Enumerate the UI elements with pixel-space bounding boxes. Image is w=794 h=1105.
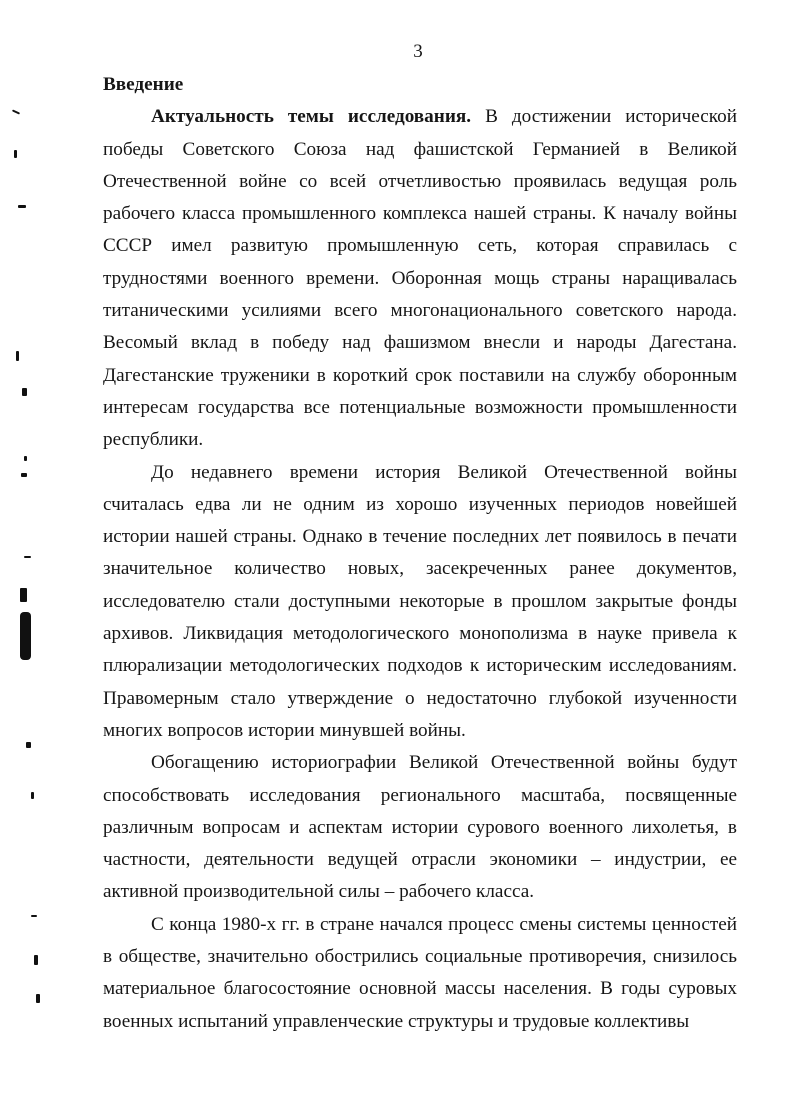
scan-mark bbox=[31, 915, 37, 917]
scan-mark bbox=[34, 955, 38, 965]
scan-mark bbox=[24, 556, 31, 558]
scan-mark bbox=[36, 994, 40, 1003]
scan-mark bbox=[21, 473, 27, 477]
scan-mark bbox=[26, 742, 31, 748]
scan-mark bbox=[31, 792, 34, 799]
scan-mark bbox=[16, 351, 19, 361]
scan-mark bbox=[18, 205, 26, 208]
paragraph-lead: Актуальность темы исследования. bbox=[151, 106, 472, 128]
paragraph-2: До недавнего времени история Великой Отечественной войны считалась едва ли не одним из хорошо изученных периодов новейшей истории нашей страны. Однако в течение последних лет появилось в печати значительное количество новых, засекреченных ранее документов, исследователю стали доступными некоторые в прошлом закрытые фонды архивов. Ликвидация методологического монополизма в науке привела к плюрализации методологических подходов к историческим исследованиям. Правомерным стало утверждение о недостаточно глубокой изученности многих вопросов истории минувшей войны. bbox=[103, 461, 737, 741]
scan-mark bbox=[20, 612, 31, 660]
section-heading: Введение bbox=[103, 74, 184, 95]
document-body bbox=[103, 69, 737, 1038]
paragraph-4: С конца 1980-х гг. в стране начался процесс смены системы ценностей в обществе, значительно обострились социальные противоречия, снизилось материальное благосостояние основной массы населения. В годы суровых военных испытаний управленческие структуры и трудовые коллективы bbox=[103, 913, 737, 1032]
paragraph-text: В достижении исторической победы Советского Союза над фашистской Германией в Великой Отечественной войне со всей отчетливостью проявилась ведущая роль рабочего класса промышленного комплекса нашей страны. К началу войны СССР имел развитую промышленную сеть, которая справилась с трудностями военного времени. Оборонная мощь страны наращивалась титаническими усилиями всего многонационального советского народа. Весомый вклад в победу над фашизмом внесли и народы Дагестана. Дагестанские труженики в короткий срок поставили на службу оборонным интересам государства все потенциальные возможности промышленности республики. bbox=[103, 106, 737, 451]
page-number: 3 bbox=[413, 41, 423, 62]
scan-mark bbox=[20, 588, 27, 602]
paragraph-3: Обогащению историографии Великой Отечественной войны будут способствовать исследования регионального масштаба, посвященные различным вопросам и аспектам истории сурового военного лихолетья, в частности, деятельности ведущей отрасли экономики – индустрии, ее активной производительной силы – рабочего класса. bbox=[103, 752, 737, 903]
scan-mark bbox=[22, 388, 27, 396]
scan-mark bbox=[12, 109, 20, 114]
scan-mark bbox=[14, 150, 17, 158]
paragraph-1 bbox=[103, 101, 737, 456]
scan-mark bbox=[24, 456, 27, 461]
